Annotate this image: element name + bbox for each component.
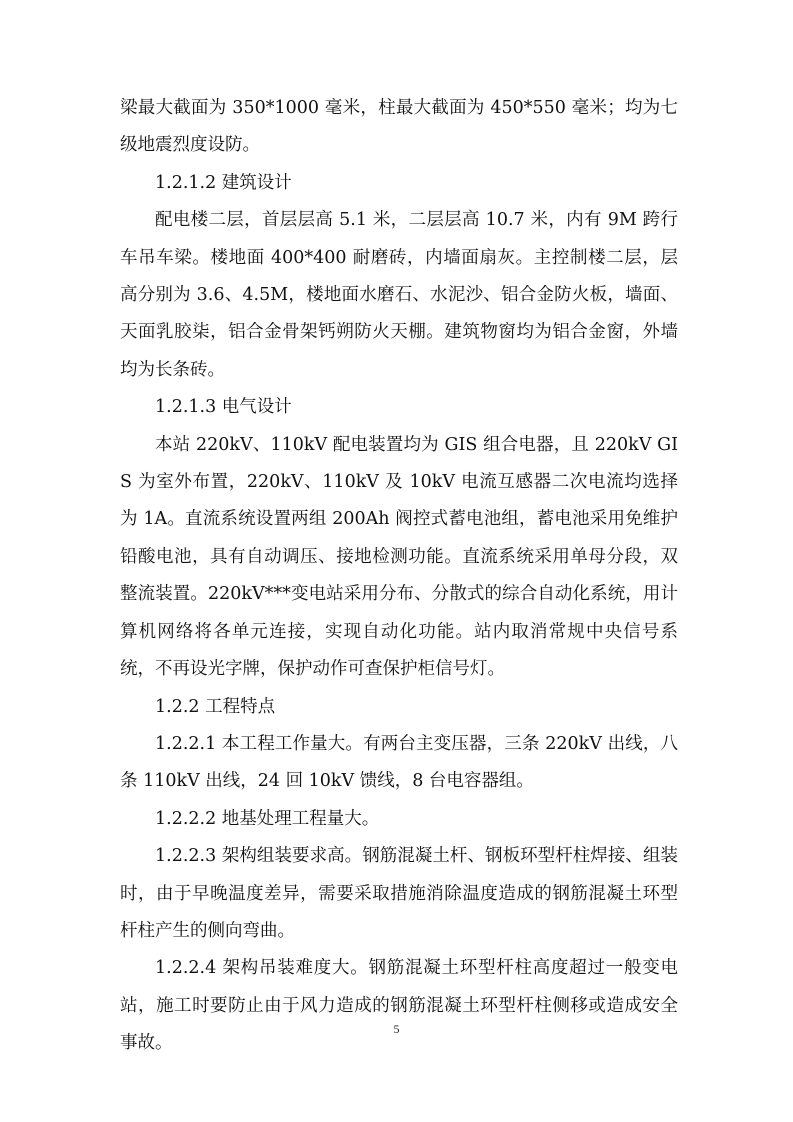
document-body — [120, 90, 678, 1063]
section-heading-electrical: 1.2.1.3 电气设计 — [155, 397, 292, 418]
section-heading-features: 1.2.2 工程特点 — [155, 696, 276, 717]
page-number: 5 — [393, 1022, 400, 1036]
paragraph-electrical: 本站 220kV、110kV 配电装置均为 GIS 组合电器，且 220kV GIS 为室外布置，220kV、110kV 及 10kV 电流互感器二次电流均选择为 1A。直流系统设置两组 200Ah 阀控式蓄电池组，蓄电池采用免维护铅酸电池，具有自动调压、接地检测功能。直流系统采用单母分段，双整流装置。220kV***变电站采用分布、分散式的综合自动化系统，用计算机网络将各单元连接，实现自动化功能。站内取消常规中央信号系统，不再设光字牌，保护动作可查保护柜信号灯。 — [120, 434, 678, 680]
paragraph-feature-3: 1.2.2.3 架构组装要求高。钢筋混凝土杆、钢板环型杆柱焊接、组装时，由于早晚温度差异，需要采取措施消除温度造成的钢筋混凝土环型杆柱产生的侧向弯曲。 — [120, 846, 678, 941]
paragraph-feature-1: 1.2.2.1 本工程工作量大。有两台主变压器，三条 220kV 出线，八条 110kV 出线，24 回 10kV 馈线，8 台电容器组。 — [120, 733, 678, 792]
paragraph-architecture: 配电楼二层，首层层高 5.1 米，二层层高 10.7 米，内有 9M 跨行车吊车梁。楼地面 400*400 耐磨砖，内墙面扇灰。主控制楼二层，层高分别为 3.6、4.5M，楼地面水磨石、水泥沙、铝合金防火板，墙面、天面乳胶柒，铝合金骨架钙朔防火天棚。建筑物窗均为铝合金窗，外墙均为长条砖。 — [120, 210, 678, 380]
paragraph-feature-4: 1.2.2.4 架构吊装难度大。钢筋混凝土环型杆柱高度超过一般变电站，施工时要防止由于风力造成的钢筋混凝土环型杆柱侧移或造成安全事故。 — [120, 958, 678, 1054]
paragraph-continuation: 梁最大截面为 350*1000 毫米，柱最大截面为 450*550 毫米；均为七级地震烈度设防。 — [120, 98, 678, 156]
section-heading-architecture: 1.2.1.2 建筑设计 — [155, 172, 292, 193]
paragraph-feature-2: 1.2.2.2 地基处理工程量大。 — [155, 808, 380, 829]
